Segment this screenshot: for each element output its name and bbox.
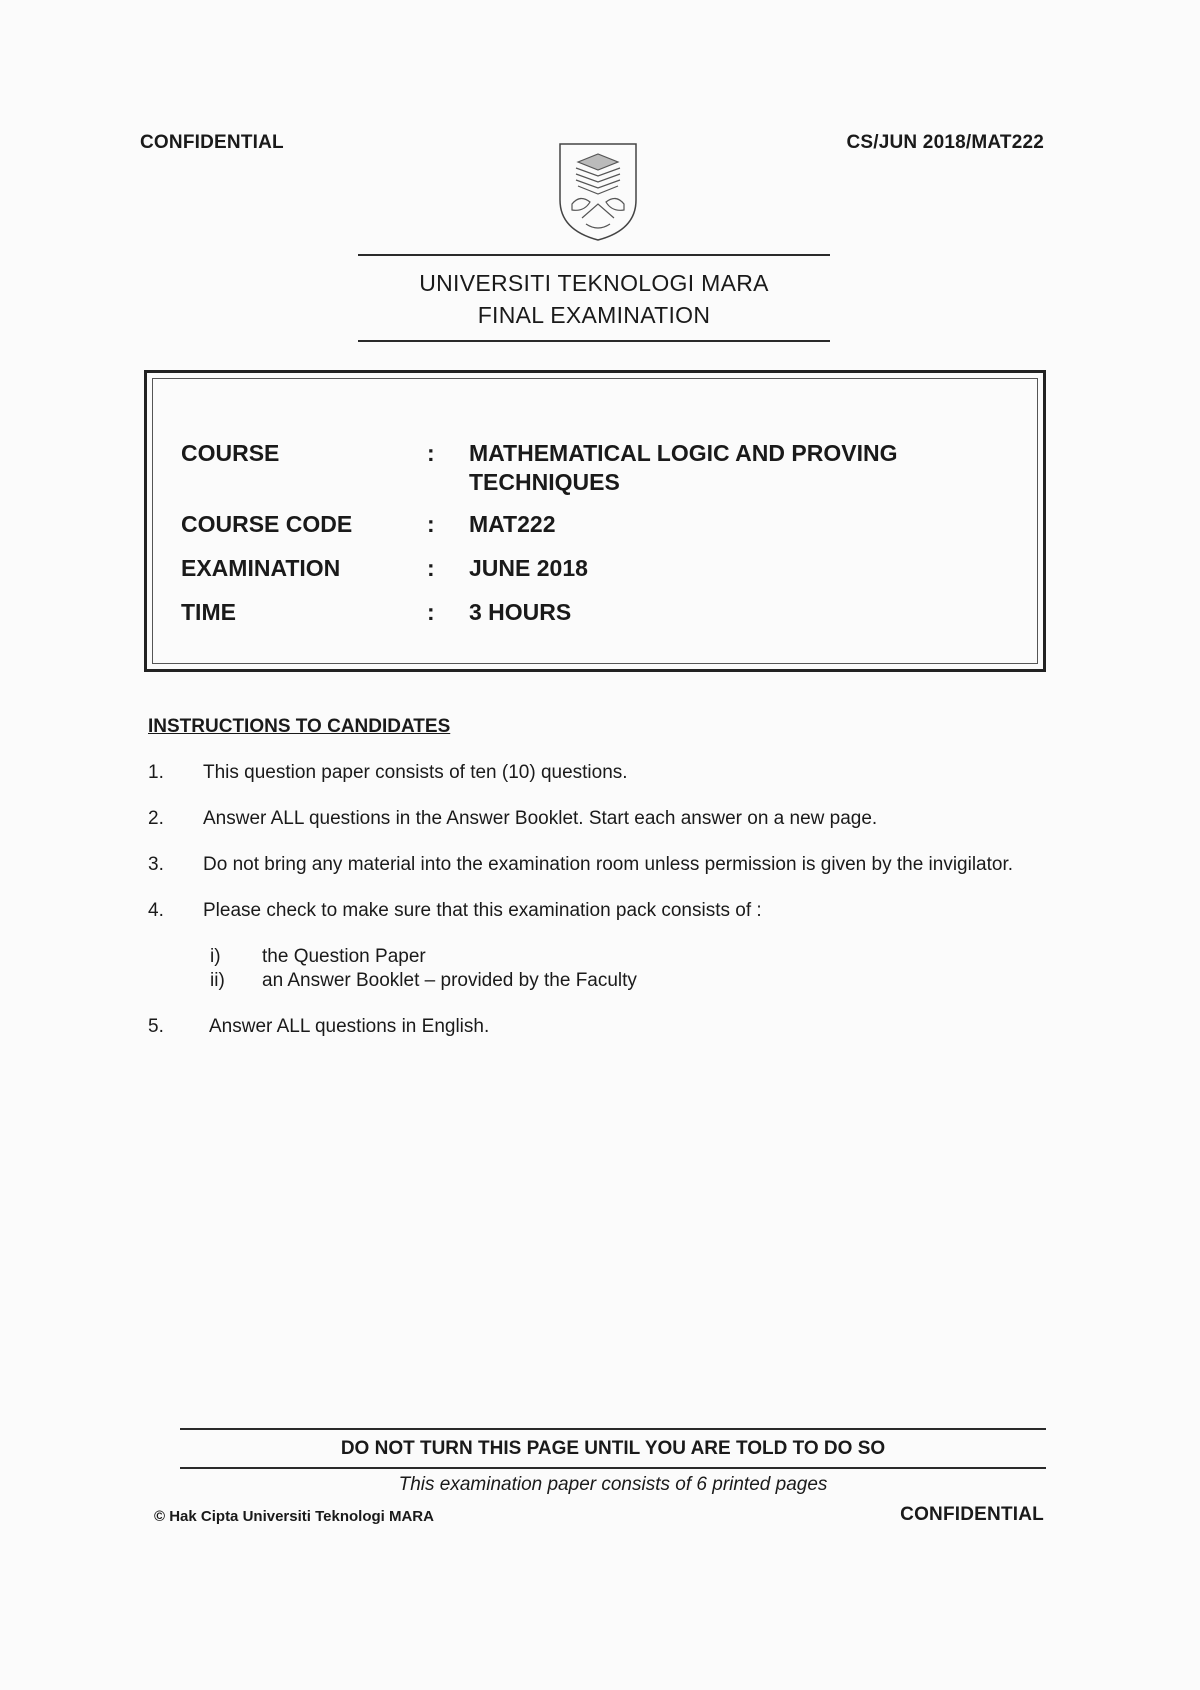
instruction-text: Do not bring any material into the examination room unless permission is given by the invigilator.: [203, 854, 1014, 875]
course-info-box: [144, 370, 1046, 672]
instruction-text: Answer ALL questions in the Answer Booklet. Start each answer on a new page.: [203, 808, 878, 829]
instruction-text: Answer ALL questions in English.: [209, 1016, 490, 1037]
confidential-label-bottom: CONFIDENTIAL: [900, 1504, 1044, 1525]
do-not-turn-warning: DO NOT TURN THIS PAGE UNTIL YOU ARE TOLD TO DO SO: [340, 1438, 886, 1459]
exam-type-title: FINAL EXAMINATION: [477, 302, 711, 328]
sub-item-number: ii): [210, 970, 225, 991]
time-colon: :: [427, 599, 435, 625]
examination-colon: :: [427, 555, 435, 581]
course-colon: :: [427, 440, 435, 466]
examination-label: EXAMINATION: [181, 555, 341, 581]
title-top-rule: [358, 254, 830, 256]
footer-bottom-rule: [180, 1467, 1046, 1469]
instruction-number: 3.: [148, 854, 164, 875]
instructions-heading: INSTRUCTIONS TO CANDIDATES: [148, 716, 451, 737]
instruction-number: 1.: [148, 762, 164, 783]
course-info-box-inner: [152, 378, 1038, 664]
course-code-label: COURSE CODE: [181, 511, 353, 537]
course-value: MATHEMATICAL LOGIC AND PROVING TECHNIQUES: [469, 440, 898, 495]
course-code-colon: :: [427, 511, 435, 537]
footer-top-rule: [180, 1428, 1046, 1430]
university-name: UNIVERSITI TEKNOLOGI MARA: [419, 270, 769, 296]
confidential-label-top: CONFIDENTIAL: [140, 132, 284, 153]
university-crest-icon: [556, 140, 640, 244]
examination-value: JUNE 2018: [469, 555, 588, 581]
printed-pages-note: This examination paper consists of 6 printed pages: [398, 1474, 828, 1495]
copyright-notice: © Hak Cipta Universiti Teknologi MARA: [154, 1508, 434, 1525]
sub-item-number: i): [210, 946, 221, 967]
instruction-number: 2.: [148, 808, 164, 829]
instruction-text: This question paper consists of ten (10) questions.: [203, 762, 628, 783]
instruction-number: 5.: [148, 1016, 164, 1037]
course-label: COURSE: [181, 440, 280, 466]
time-label: TIME: [181, 599, 236, 625]
paper-reference-code: CS/JUN 2018/MAT222: [846, 132, 1044, 153]
instruction-text: Please check to make sure that this examination pack consists of :: [203, 900, 762, 921]
instruction-number: 4.: [148, 900, 164, 921]
sub-item-text: the Question Paper: [262, 946, 426, 967]
title-bottom-rule: [358, 340, 830, 342]
sub-item-text: an Answer Booklet – provided by the Faculty: [262, 970, 637, 991]
time-value: 3 HOURS: [469, 599, 572, 625]
course-code-value: MAT222: [469, 511, 556, 537]
